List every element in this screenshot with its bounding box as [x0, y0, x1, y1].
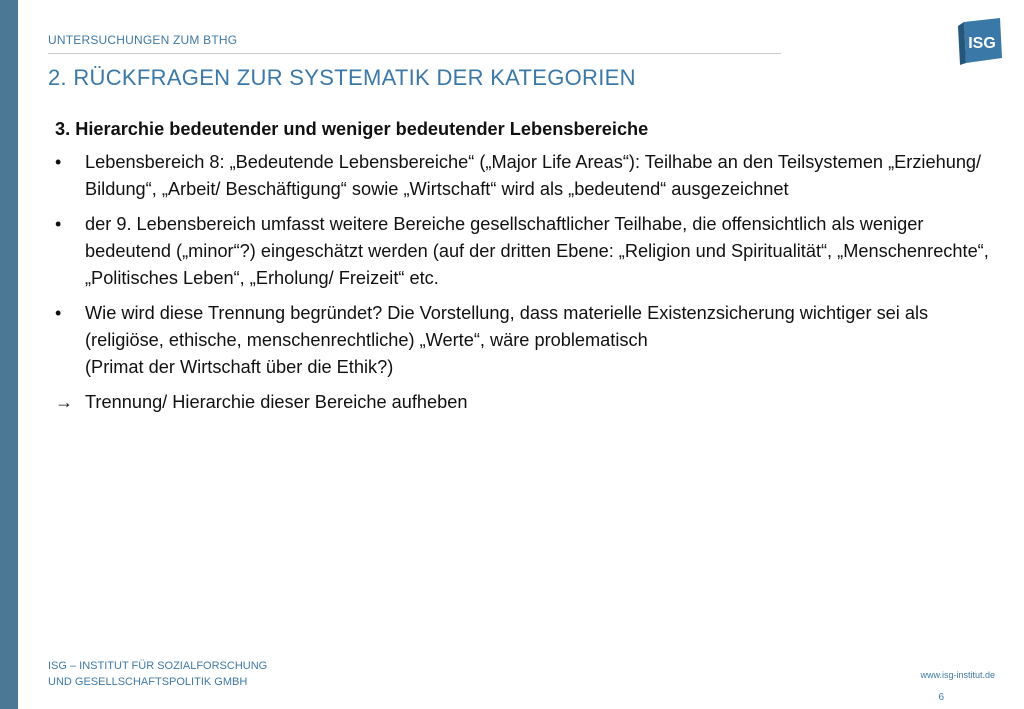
- left-accent-bar: [0, 0, 18, 709]
- footer-organization: [48, 658, 267, 690]
- list-item: [55, 300, 1005, 381]
- list-item-text: Lebensbereich 8: „Bedeutende Lebensbereiche“ („Major Life Areas“): Teilhabe an den Teilsystemen „Erziehung/ Bildung“, „Arbeit/ Beschäftigung“ sowie „Wirtschaft“ wird als „bedeutend“ ausgezeichnet: [85, 152, 982, 199]
- logo-text: ISG: [968, 35, 996, 52]
- bullet-icon: •: [55, 152, 62, 172]
- subheading: 3. Hierarchie bedeutender und weniger bedeutender Lebensbereiche: [55, 119, 649, 139]
- page-title: 2. RÜCKFRAGEN ZUR SYSTEMATIK DER KATEGORIEN: [48, 65, 636, 90]
- list-item: [55, 149, 1005, 203]
- list-item-text: Wie wird diese Trennung begründet? Die Vorstellung, dass materielle Existenzsicherung wichtiger sei als (religiöse, ethische, menschenrechtliche) „Werte“, wäre problematisch: [85, 303, 929, 350]
- footer-url: www.isg-institut.de: [920, 670, 995, 680]
- isg-logo: [956, 16, 1004, 66]
- footer-org-line-1: ISG – INSTITUT FÜR SOZIALFORSCHUNG: [48, 660, 268, 672]
- page-number: 6: [938, 692, 944, 703]
- bullet-icon: •: [55, 214, 62, 234]
- list-item-text: der 9. Lebensbereich umfasst weitere Bereiche gesellschaftlicher Teilhabe, die offensichtlich als weniger bedeutend („minor“?) eingeschätzt werden (auf der dritten Ebene: „Religion und Spiritualität“, „Menschenrechte“, „Politisches Leben“, „Erholung/ Freizeit“ etc.: [85, 214, 989, 288]
- list-item-text-continuation: (Primat der Wirtschaft über die Ethik?): [85, 357, 394, 377]
- list-item: [55, 211, 1005, 292]
- arrow-right-icon: →: [55, 392, 73, 412]
- conclusion-item: [55, 389, 1005, 416]
- section-label: UNTERSUCHUNGEN ZUM BTHG: [48, 33, 238, 47]
- header-divider: [48, 53, 781, 54]
- footer-org-line-2: UND GESELLSCHAFTSPOLITIK GMBH: [48, 676, 248, 688]
- bullet-icon: •: [55, 303, 62, 323]
- conclusion-text: Trennung/ Hierarchie dieser Bereiche aufheben: [85, 392, 468, 412]
- slide-content: [55, 116, 1005, 424]
